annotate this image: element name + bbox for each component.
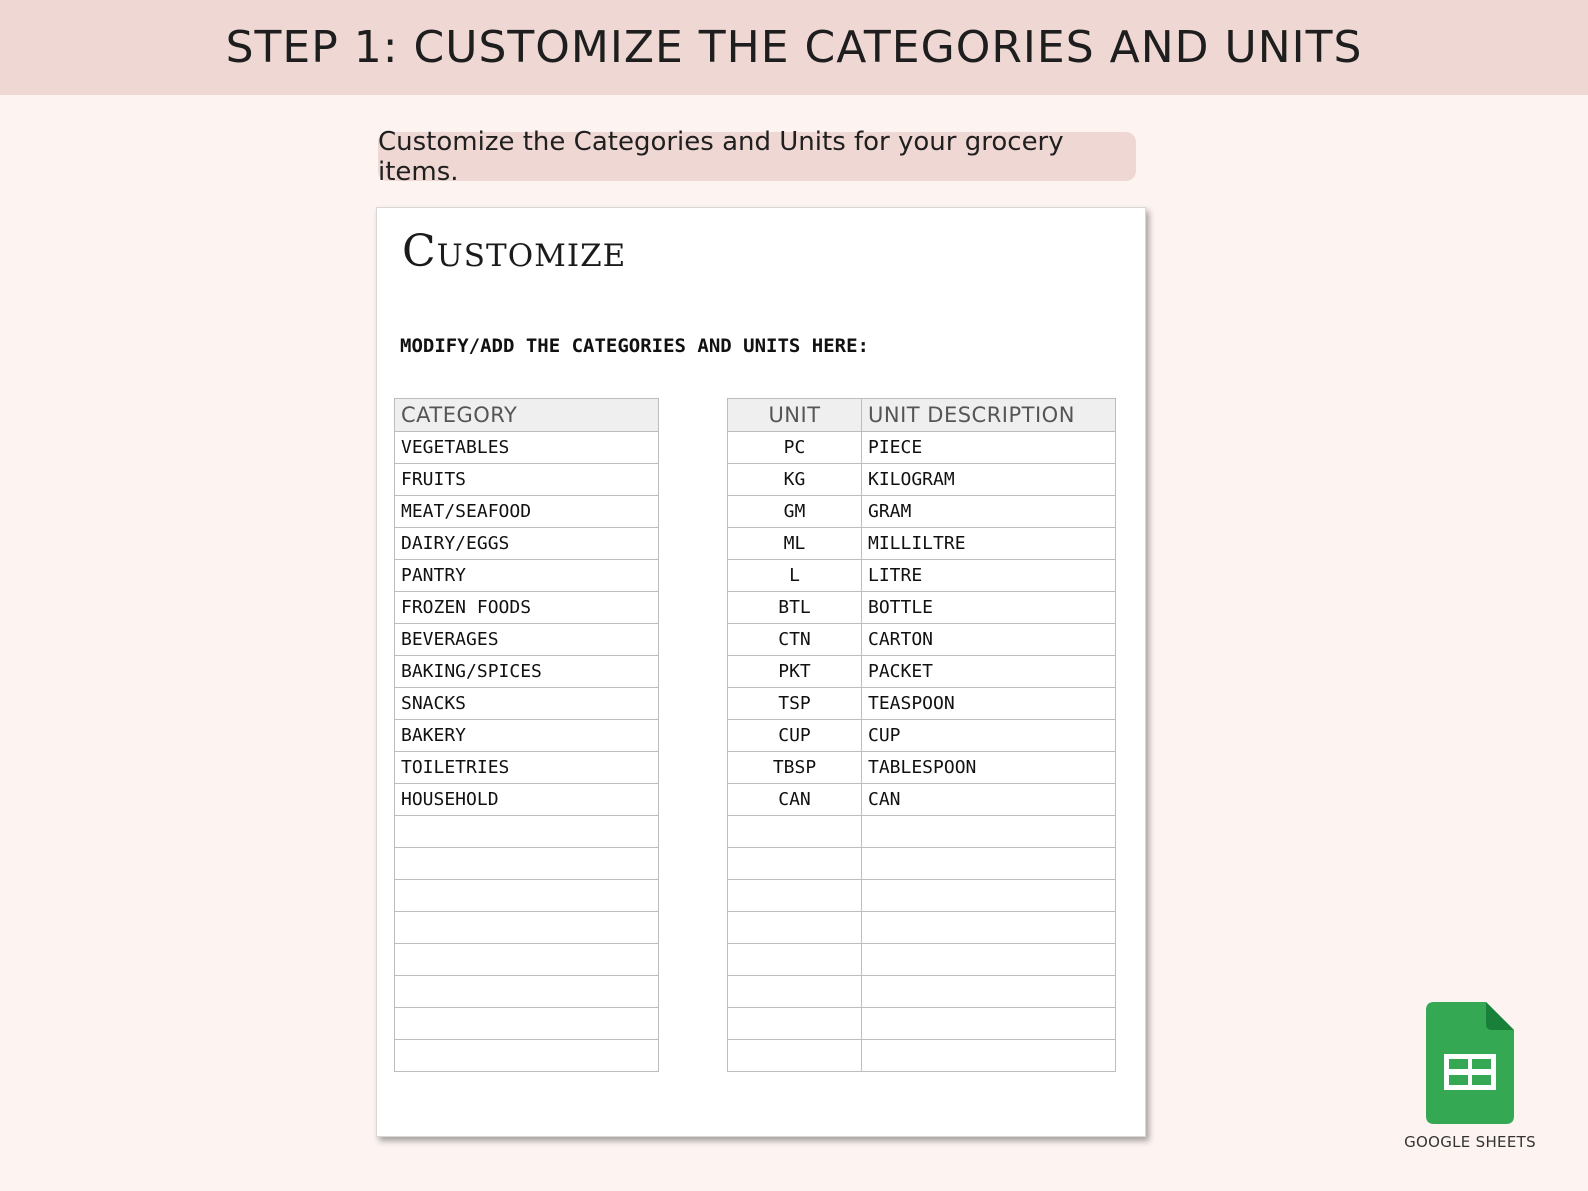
- unit-description-cell[interactable]: CARTON: [862, 624, 1116, 656]
- unit-description-header: UNIT DESCRIPTION: [862, 399, 1116, 432]
- unit-cell[interactable]: PKT: [728, 656, 862, 688]
- instructions-text: MODIFY/ADD THE CATEGORIES AND UNITS HERE:: [400, 335, 869, 357]
- category-row: [395, 944, 659, 976]
- category-row: [395, 1040, 659, 1072]
- unit-cell[interactable]: GM: [728, 496, 862, 528]
- category-row: [395, 528, 659, 560]
- category-cell[interactable]: FRUITS: [395, 464, 659, 496]
- category-row: [395, 656, 659, 688]
- category-row: [395, 976, 659, 1008]
- unit-description-cell[interactable]: PACKET: [862, 656, 1116, 688]
- unit-cell[interactable]: [728, 816, 862, 848]
- unit-row: [728, 1040, 1116, 1072]
- category-row: [395, 496, 659, 528]
- unit-description-cell[interactable]: MILLILTRE: [862, 528, 1116, 560]
- unit-row: [728, 432, 1116, 464]
- category-cell[interactable]: HOUSEHOLD: [395, 784, 659, 816]
- unit-row: [728, 496, 1116, 528]
- category-row: [395, 912, 659, 944]
- category-row: [395, 880, 659, 912]
- category-row: [395, 1008, 659, 1040]
- unit-cell[interactable]: [728, 1008, 862, 1040]
- unit-row: [728, 784, 1116, 816]
- unit-row: [728, 656, 1116, 688]
- unit-row: [728, 560, 1116, 592]
- unit-cell[interactable]: CUP: [728, 720, 862, 752]
- unit-cell[interactable]: L: [728, 560, 862, 592]
- unit-header: UNIT: [728, 399, 862, 432]
- category-cell[interactable]: DAIRY/EGGS: [395, 528, 659, 560]
- category-row: [395, 560, 659, 592]
- unit-description-cell[interactable]: [862, 1008, 1116, 1040]
- unit-row: [728, 624, 1116, 656]
- unit-description-cell[interactable]: KILOGRAM: [862, 464, 1116, 496]
- unit-row: [728, 912, 1116, 944]
- unit-cell[interactable]: [728, 912, 862, 944]
- unit-description-cell[interactable]: [862, 816, 1116, 848]
- sheet-title: Customize: [402, 226, 627, 277]
- customize-sheet: [376, 207, 1146, 1137]
- unit-row: [728, 528, 1116, 560]
- category-row: [395, 784, 659, 816]
- google-sheets-label: GOOGLE SHEETS: [1404, 1133, 1536, 1151]
- category-cell[interactable]: [395, 1008, 659, 1040]
- unit-row: [728, 1008, 1116, 1040]
- unit-row: [728, 848, 1116, 880]
- top-banner: [0, 0, 1588, 95]
- unit-description-cell[interactable]: CAN: [862, 784, 1116, 816]
- category-row: [395, 848, 659, 880]
- category-cell[interactable]: [395, 816, 659, 848]
- unit-cell[interactable]: TBSP: [728, 752, 862, 784]
- unit-cell[interactable]: [728, 848, 862, 880]
- unit-cell[interactable]: CAN: [728, 784, 862, 816]
- unit-description-cell[interactable]: [862, 944, 1116, 976]
- unit-row: [728, 592, 1116, 624]
- unit-cell[interactable]: ML: [728, 528, 862, 560]
- unit-description-cell[interactable]: LITRE: [862, 560, 1116, 592]
- category-cell[interactable]: SNACKS: [395, 688, 659, 720]
- unit-cell[interactable]: [728, 976, 862, 1008]
- category-row: [395, 720, 659, 752]
- unit-cell[interactable]: [728, 944, 862, 976]
- unit-row: [728, 752, 1116, 784]
- category-row: [395, 464, 659, 496]
- unit-description-cell[interactable]: [862, 912, 1116, 944]
- category-row: [395, 432, 659, 464]
- category-cell[interactable]: [395, 848, 659, 880]
- unit-description-cell[interactable]: BOTTLE: [862, 592, 1116, 624]
- category-cell[interactable]: VEGETABLES: [395, 432, 659, 464]
- category-cell[interactable]: TOILETRIES: [395, 752, 659, 784]
- unit-description-cell[interactable]: [862, 880, 1116, 912]
- category-row: [395, 688, 659, 720]
- unit-table: [727, 398, 1116, 1072]
- category-cell[interactable]: MEAT/SEAFOOD: [395, 496, 659, 528]
- unit-row: [728, 880, 1116, 912]
- unit-row: [728, 976, 1116, 1008]
- unit-cell[interactable]: BTL: [728, 592, 862, 624]
- unit-description-cell[interactable]: PIECE: [862, 432, 1116, 464]
- unit-cell[interactable]: TSP: [728, 688, 862, 720]
- unit-cell[interactable]: KG: [728, 464, 862, 496]
- unit-description-cell[interactable]: TABLESPOON: [862, 752, 1116, 784]
- category-row: [395, 592, 659, 624]
- subtitle-pill: Customize the Categories and Units for your grocery items.: [378, 132, 1136, 181]
- google-sheets-icon: [1426, 1002, 1514, 1124]
- category-cell[interactable]: [395, 912, 659, 944]
- unit-row: [728, 816, 1116, 848]
- category-cell[interactable]: [395, 976, 659, 1008]
- category-cell[interactable]: [395, 944, 659, 976]
- category-cell[interactable]: [395, 880, 659, 912]
- category-header: CATEGORY: [395, 399, 659, 432]
- category-cell[interactable]: BAKING/SPICES: [395, 656, 659, 688]
- unit-description-cell[interactable]: GRAM: [862, 496, 1116, 528]
- unit-cell[interactable]: CTN: [728, 624, 862, 656]
- category-row: [395, 816, 659, 848]
- unit-cell[interactable]: PC: [728, 432, 862, 464]
- category-cell[interactable]: BAKERY: [395, 720, 659, 752]
- unit-cell[interactable]: [728, 880, 862, 912]
- unit-row: [728, 688, 1116, 720]
- category-cell[interactable]: [395, 1040, 659, 1072]
- category-cell[interactable]: FROZEN FOODS: [395, 592, 659, 624]
- category-table: [394, 398, 659, 1072]
- unit-row: [728, 944, 1116, 976]
- unit-description-cell[interactable]: [862, 848, 1116, 880]
- unit-description-cell[interactable]: [862, 976, 1116, 1008]
- category-row: [395, 624, 659, 656]
- unit-description-cell[interactable]: TEASPOON: [862, 688, 1116, 720]
- category-cell[interactable]: PANTRY: [395, 560, 659, 592]
- unit-description-cell[interactable]: CUP: [862, 720, 1116, 752]
- unit-row: [728, 720, 1116, 752]
- unit-description-cell[interactable]: [862, 1040, 1116, 1072]
- category-row: [395, 752, 659, 784]
- unit-cell[interactable]: [728, 1040, 862, 1072]
- unit-row: [728, 464, 1116, 496]
- category-cell[interactable]: BEVERAGES: [395, 624, 659, 656]
- page-title: STEP 1: CUSTOMIZE THE CATEGORIES AND UNITS: [225, 22, 1363, 73]
